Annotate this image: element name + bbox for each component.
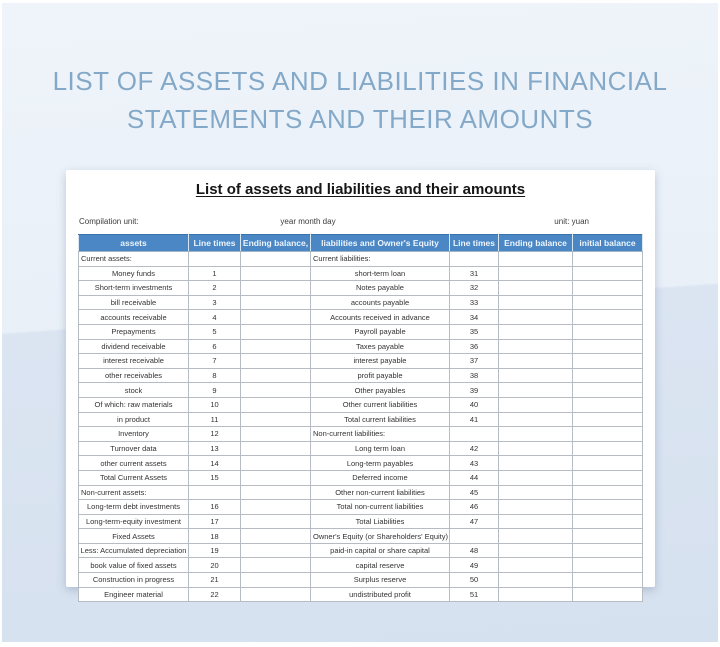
- cell-asset-ending-balance: [241, 500, 311, 515]
- cell-asset-ending-balance: [241, 427, 311, 442]
- cell-asset-ending-balance: [241, 456, 311, 471]
- cell-asset-ending-balance: [241, 295, 311, 310]
- table-row: [79, 266, 643, 281]
- cell-asset-label: Engineer material: [79, 587, 189, 602]
- cell-asset-line-number: 19: [189, 543, 241, 558]
- cell-liability-ending-balance: [499, 529, 573, 544]
- cell-liability-label: Other payables: [311, 383, 450, 398]
- cell-liability-ending-balance: [499, 558, 573, 573]
- table-row: [79, 558, 643, 573]
- cell-asset-ending-balance: [241, 558, 311, 573]
- cell-asset-line-number: 4: [189, 310, 241, 325]
- cell-initial-balance: [573, 252, 643, 267]
- cell-liability-ending-balance: [499, 252, 573, 267]
- cell-asset-ending-balance: [241, 412, 311, 427]
- cell-asset-line-number: 16: [189, 500, 241, 515]
- hero-title-line1: LIST OF ASSETS AND LIABILITIES IN FINANCIAL: [52, 66, 668, 96]
- cell-asset-ending-balance: [241, 281, 311, 296]
- cell-liability-ending-balance: [499, 543, 573, 558]
- header-cell-line-times-left: Line times: [189, 235, 241, 252]
- cell-liability-label: Payroll payable: [311, 324, 450, 339]
- cell-asset-line-number: 11: [189, 412, 241, 427]
- cell-liability-label: Long term loan: [311, 441, 450, 456]
- table-row: [79, 543, 643, 558]
- cell-liability-label: Other non-current liabilities: [311, 485, 450, 500]
- cell-initial-balance: [573, 529, 643, 544]
- sheet-title: List of assets and liabilities and their amounts: [195, 181, 526, 198]
- cell-asset-ending-balance: [241, 397, 311, 412]
- cell-asset-line-number: 13: [189, 441, 241, 456]
- cell-initial-balance: [573, 558, 643, 573]
- cell-liability-label: profit payable: [311, 368, 450, 383]
- cell-asset-label: in product: [79, 412, 189, 427]
- cell-asset-ending-balance: [241, 324, 311, 339]
- table-body: [79, 252, 643, 602]
- cell-asset-ending-balance: [241, 339, 311, 354]
- cell-asset-label: Short-term investments: [79, 281, 189, 296]
- cell-liability-line-number: 35: [450, 324, 499, 339]
- cell-asset-ending-balance: [241, 514, 311, 529]
- cell-liability-line-number: 31: [450, 266, 499, 281]
- cell-asset-line-number: 18: [189, 529, 241, 544]
- cell-asset-label: interest receivable: [79, 354, 189, 369]
- cell-asset-line-number: 5: [189, 324, 241, 339]
- table-row: [79, 397, 643, 412]
- cell-initial-balance: [573, 295, 643, 310]
- table-row: [79, 412, 643, 427]
- cell-liability-line-number: 36: [450, 339, 499, 354]
- cell-asset-ending-balance: [241, 587, 311, 602]
- table-row: [79, 383, 643, 398]
- cell-liability-line-number: 45: [450, 485, 499, 500]
- cell-liability-line-number: 40: [450, 397, 499, 412]
- cell-liability-line-number: 39: [450, 383, 499, 398]
- cell-asset-line-number: 20: [189, 558, 241, 573]
- table-row: [79, 573, 643, 588]
- cell-liability-label: Accounts received in advance: [311, 310, 450, 325]
- cell-asset-label: book value of fixed assets: [79, 558, 189, 573]
- table-row: [79, 587, 643, 602]
- cell-asset-label: Turnover data: [79, 441, 189, 456]
- cell-asset-ending-balance: [241, 543, 311, 558]
- cell-asset-line-number: 12: [189, 427, 241, 442]
- cell-asset-label: bill receivable: [79, 295, 189, 310]
- cell-asset-label: other current assets: [79, 456, 189, 471]
- cell-liability-ending-balance: [499, 310, 573, 325]
- cell-initial-balance: [573, 339, 643, 354]
- header-cell-liabilities-equity: liabilities and Owner's Equity: [311, 235, 450, 252]
- cell-asset-line-number: [189, 485, 241, 500]
- cell-liability-label: short-term loan: [311, 266, 450, 281]
- hero-title-line2: STATEMENTS AND THEIR AMOUNTS: [126, 104, 594, 134]
- cell-liability-line-number: [450, 252, 499, 267]
- cell-initial-balance: [573, 427, 643, 442]
- cell-liability-ending-balance: [499, 470, 573, 485]
- meta-compilation-unit: Compilation unit:: [79, 217, 139, 226]
- header-cell-ending-balance-left: Ending balance,: [241, 235, 311, 252]
- cell-liability-ending-balance: [499, 368, 573, 383]
- cell-liability-label: Owner's Equity (or Shareholders' Equity): [311, 529, 450, 544]
- cell-asset-line-number: 1: [189, 266, 241, 281]
- cell-initial-balance: [573, 441, 643, 456]
- cell-asset-ending-balance: [241, 383, 311, 398]
- cell-asset-ending-balance: [241, 368, 311, 383]
- cell-liability-ending-balance: [499, 573, 573, 588]
- assets-liabilities-table: [78, 234, 643, 602]
- cell-liability-label: Notes payable: [311, 281, 450, 296]
- cell-liability-ending-balance: [499, 354, 573, 369]
- cell-liability-ending-balance: [499, 281, 573, 296]
- cell-initial-balance: [573, 324, 643, 339]
- meta-unit: unit: yuan: [554, 217, 589, 226]
- cell-asset-line-number: 3: [189, 295, 241, 310]
- table-row: [79, 500, 643, 515]
- cell-asset-line-number: 2: [189, 281, 241, 296]
- cell-asset-line-number: 8: [189, 368, 241, 383]
- table-row: [79, 354, 643, 369]
- cell-liability-line-number: [450, 427, 499, 442]
- cell-asset-ending-balance: [241, 529, 311, 544]
- cell-asset-line-number: 21: [189, 573, 241, 588]
- cell-asset-ending-balance: [241, 470, 311, 485]
- table-row: [79, 529, 643, 544]
- cell-liability-line-number: 51: [450, 587, 499, 602]
- cell-liability-ending-balance: [499, 485, 573, 500]
- cell-asset-line-number: 10: [189, 397, 241, 412]
- meta-date: year month day: [280, 217, 336, 226]
- cell-liability-label: interest payable: [311, 354, 450, 369]
- cell-liability-label: Long-term payables: [311, 456, 450, 471]
- cell-liability-line-number: 38: [450, 368, 499, 383]
- table-row: [79, 339, 643, 354]
- cell-asset-label: stock: [79, 383, 189, 398]
- cell-asset-ending-balance: [241, 310, 311, 325]
- cell-liability-line-number: 44: [450, 470, 499, 485]
- cell-liability-ending-balance: [499, 324, 573, 339]
- cell-initial-balance: [573, 397, 643, 412]
- cell-liability-ending-balance: [499, 514, 573, 529]
- cell-liability-label: paid-in capital or share capital: [311, 543, 450, 558]
- cell-liability-line-number: 37: [450, 354, 499, 369]
- cell-liability-ending-balance: [499, 456, 573, 471]
- cell-asset-label: Inventory: [79, 427, 189, 442]
- cell-liability-label: Deferred income: [311, 470, 450, 485]
- cell-asset-label: Construction in progress: [79, 573, 189, 588]
- cell-liability-ending-balance: [499, 397, 573, 412]
- table-row: [79, 324, 643, 339]
- cell-initial-balance: [573, 266, 643, 281]
- sheet-preview-card: [66, 170, 655, 599]
- cell-liability-label: Current liabilities:: [311, 252, 450, 267]
- cell-asset-label: Less: Accumulated depreciation: [79, 543, 189, 558]
- cell-initial-balance: [573, 368, 643, 383]
- cell-initial-balance: [573, 354, 643, 369]
- cell-asset-label: Non-current assets:: [79, 485, 189, 500]
- cell-liability-line-number: 46: [450, 500, 499, 515]
- cell-liability-ending-balance: [499, 266, 573, 281]
- cell-liability-label: capital reserve: [311, 558, 450, 573]
- cell-asset-line-number: 6: [189, 339, 241, 354]
- cell-asset-ending-balance: [241, 441, 311, 456]
- cell-liability-label: Other current liabilities: [311, 397, 450, 412]
- cell-asset-ending-balance: [241, 252, 311, 267]
- cell-asset-ending-balance: [241, 354, 311, 369]
- cell-asset-label: Long-term debt investments: [79, 500, 189, 515]
- cell-liability-line-number: 43: [450, 456, 499, 471]
- cell-asset-ending-balance: [241, 266, 311, 281]
- cell-liability-line-number: 34: [450, 310, 499, 325]
- cell-liability-ending-balance: [499, 383, 573, 398]
- cell-liability-line-number: [450, 529, 499, 544]
- cell-liability-ending-balance: [499, 339, 573, 354]
- cell-asset-label: Money funds: [79, 266, 189, 281]
- cell-asset-ending-balance: [241, 485, 311, 500]
- cell-asset-line-number: 17: [189, 514, 241, 529]
- cell-liability-line-number: 32: [450, 281, 499, 296]
- cell-liability-line-number: 49: [450, 558, 499, 573]
- cell-liability-ending-balance: [499, 587, 573, 602]
- cell-initial-balance: [573, 383, 643, 398]
- cell-liability-ending-balance: [499, 412, 573, 427]
- cell-liability-label: Surplus reserve: [311, 573, 450, 588]
- cell-asset-label: dividend receivable: [79, 339, 189, 354]
- cell-liability-label: undistributed profit: [311, 587, 450, 602]
- cell-asset-label: Long-term-equity investment: [79, 514, 189, 529]
- cell-initial-balance: [573, 514, 643, 529]
- cell-asset-label: Current assets:: [79, 252, 189, 267]
- cell-initial-balance: [573, 573, 643, 588]
- cell-asset-label: Total Current Assets: [79, 470, 189, 485]
- header-cell-ending-balance-right: Ending balance: [499, 235, 573, 252]
- cell-initial-balance: [573, 485, 643, 500]
- cell-initial-balance: [573, 456, 643, 471]
- cell-liability-line-number: 47: [450, 514, 499, 529]
- cell-liability-line-number: 42: [450, 441, 499, 456]
- cell-asset-label: Of which: raw materials: [79, 397, 189, 412]
- cell-initial-balance: [573, 543, 643, 558]
- cell-liability-ending-balance: [499, 441, 573, 456]
- table-row: [79, 456, 643, 471]
- cell-asset-line-number: 22: [189, 587, 241, 602]
- table-row: [79, 295, 643, 310]
- table-row: [79, 514, 643, 529]
- cell-liability-label: Total current liabilities: [311, 412, 450, 427]
- cell-liability-line-number: 33: [450, 295, 499, 310]
- table-row: [79, 427, 643, 442]
- cell-liability-line-number: 48: [450, 543, 499, 558]
- cell-initial-balance: [573, 310, 643, 325]
- cell-asset-label: Prepayments: [79, 324, 189, 339]
- cell-asset-label: Fixed Assets: [79, 529, 189, 544]
- cell-liability-label: Non-current liabilities:: [311, 427, 450, 442]
- hero-title: [0, 62, 720, 138]
- table-row: [79, 470, 643, 485]
- cell-liability-label: accounts payable: [311, 295, 450, 310]
- table-row: [79, 310, 643, 325]
- table-row: [79, 252, 643, 267]
- cell-initial-balance: [573, 470, 643, 485]
- cell-asset-line-number: [189, 252, 241, 267]
- cell-initial-balance: [573, 281, 643, 296]
- cell-asset-label: other receivables: [79, 368, 189, 383]
- cell-liability-ending-balance: [499, 500, 573, 515]
- table-row: [79, 441, 643, 456]
- cell-initial-balance: [573, 500, 643, 515]
- table-header-row: [79, 235, 643, 252]
- cell-asset-line-number: 7: [189, 354, 241, 369]
- cell-initial-balance: [573, 412, 643, 427]
- cell-asset-ending-balance: [241, 573, 311, 588]
- header-cell-line-times-right: Line times: [450, 235, 499, 252]
- cell-liability-line-number: 41: [450, 412, 499, 427]
- cell-liability-ending-balance: [499, 427, 573, 442]
- header-cell-assets: assets: [79, 235, 189, 252]
- header-cell-initial-balance: initial balance: [573, 235, 643, 252]
- cell-liability-label: Taxes payable: [311, 339, 450, 354]
- cell-liability-label: Total Liabilities: [311, 514, 450, 529]
- cell-liability-ending-balance: [499, 295, 573, 310]
- table-row: [79, 368, 643, 383]
- cell-initial-balance: [573, 587, 643, 602]
- table-row: [79, 485, 643, 500]
- cell-asset-line-number: 15: [189, 470, 241, 485]
- cell-liability-line-number: 50: [450, 573, 499, 588]
- cell-asset-line-number: 14: [189, 456, 241, 471]
- cell-asset-line-number: 9: [189, 383, 241, 398]
- cell-asset-label: accounts receivable: [79, 310, 189, 325]
- cell-liability-label: Total non-current liabilities: [311, 500, 450, 515]
- sheet-meta-row: [66, 217, 655, 229]
- table-row: [79, 281, 643, 296]
